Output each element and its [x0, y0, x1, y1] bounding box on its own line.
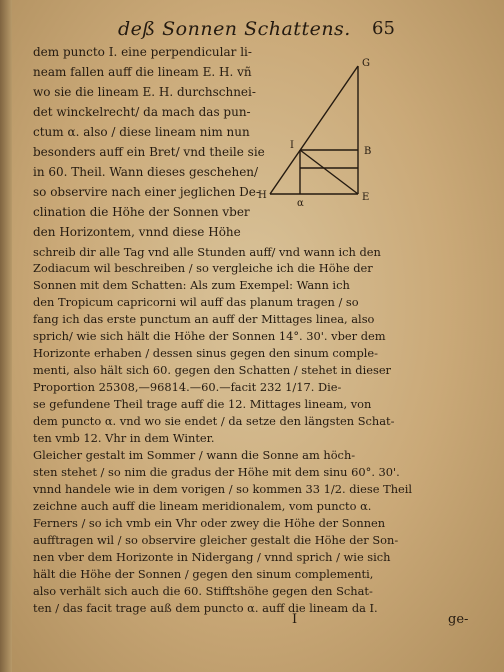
- text-line: also verhält sich auch die 60. Stifftshöhe gegen den Schat-: [33, 584, 373, 598]
- text-line: in 60. Theil. Wann dieses geschehen/: [33, 165, 259, 179]
- label-alpha: α: [297, 198, 304, 208]
- label-b: B: [364, 146, 372, 157]
- text-line: clination die Höhe der Sonnen vber: [33, 205, 250, 219]
- label-i: I: [290, 140, 294, 151]
- text-line: Zodiacum wil beschreiben / so vergleiche ich die Höhe der: [33, 261, 373, 275]
- text-line: hält die Höhe der Sonnen / gegen den sinum complementi,: [33, 567, 374, 581]
- hypotenuse-hg: [270, 66, 358, 194]
- text-line: den Tropicum capricorni wil auff das planum tragen / so: [33, 295, 359, 309]
- text-line: menti, also hält sich 60. gegen den Schatten / stehet in dieser: [33, 363, 392, 377]
- text-line: so observire nach einer jeglichen De-: [33, 185, 260, 199]
- text-line: det winckelrecht/ da mach das pun-: [33, 105, 251, 119]
- running-header: [0, 14, 504, 44]
- label-g: G: [362, 58, 370, 69]
- page-gutter-shadow: [0, 0, 12, 672]
- text-line: Proportion 25308,—96814.—60.—facit 232 1/17. Die-: [33, 380, 342, 394]
- diagonal-line: [300, 150, 358, 194]
- text-line: besonders auff ein Bret/ vnd theile sie: [33, 145, 265, 159]
- catchword: ge-: [448, 612, 469, 627]
- text-line: sprich/ wie sich hält die Höhe der Sonnen 14°. 30'. vber dem: [33, 329, 386, 343]
- page-number: 65: [372, 18, 395, 39]
- text-line: schreib dir alle Tag vnd alle Stunden auff/ vnd wann ich den: [33, 245, 381, 259]
- text-line: den Horizontem, vnnd diese Höhe: [33, 225, 241, 239]
- text-line: ten / das facit trage auß dem puncto α. auff die lineam da I.: [33, 601, 378, 615]
- text-line: Gleicher gestalt im Sommer / wann die Sonne am höch-: [33, 448, 356, 462]
- text-line: wo sie die lineam E. H. durchschnei-: [33, 85, 256, 99]
- running-title: deß Sonnen Schattens.: [118, 18, 351, 40]
- gnomon-diagram: [252, 48, 402, 208]
- text-line: vnnd handele wie in dem vorigen / so kommen 33 1/2. diese Theil: [33, 482, 413, 496]
- text-line: se gefundene Theil trage auff die 12. Mittages lineam, von: [33, 397, 372, 411]
- text-line: dem puncto α. vnd wo sie endet / da setze den längsten Schat-: [33, 414, 395, 428]
- text-line: Ferners / so ich vmb ein Vhr oder zwey die Höhe der Sonnen: [33, 516, 386, 530]
- label-e: E: [362, 192, 370, 203]
- text-line: dem puncto I. eine perpendicular li-: [33, 45, 252, 59]
- text-line: Sonnen mit dem Schatten: Als zum Exempel: Wann ich: [33, 278, 350, 292]
- text-line: fang ich das erste punctum an auff der Mittages linea, also: [33, 312, 375, 326]
- text-line: aufftragen wil / so observire gleicher gestalt die Höhe der Son-: [33, 533, 399, 547]
- text-line: Horizonte erhaben / dessen sinus gegen den sinum comple-: [33, 346, 378, 360]
- text-line: neam fallen auff die lineam E. H. vñ: [33, 65, 252, 79]
- text-line: ctum α. also / diese lineam nim nun: [33, 125, 250, 139]
- signature-mark: I: [292, 612, 298, 627]
- text-line: ten vmb 12. Vhr in dem Winter.: [33, 431, 215, 445]
- label-h: H: [258, 190, 267, 201]
- text-line: nen vber dem Horizonte in Nidergang / vnnd sprich / wie sich: [33, 550, 391, 564]
- text-line: zeichne auch auff die lineam meridionalem, vom puncto α.: [33, 499, 372, 513]
- text-line: sten stehet / so nim die gradus der Höhe mit dem sinu 60°. 30'.: [33, 465, 400, 479]
